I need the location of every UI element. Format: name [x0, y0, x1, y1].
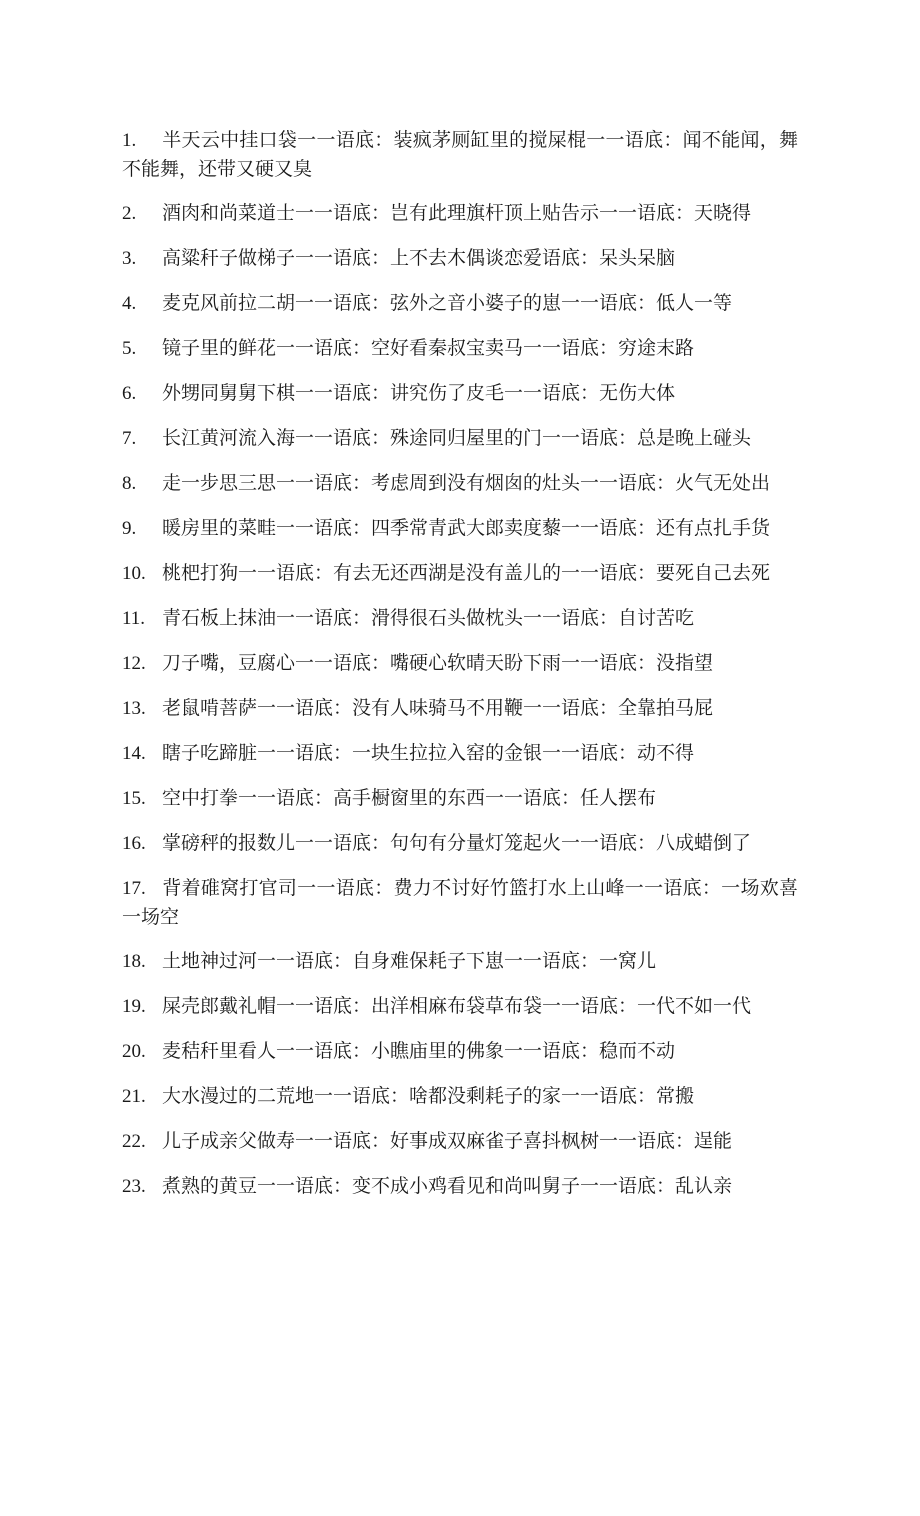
list-item-number: 11. — [122, 608, 146, 629]
list-item — [122, 559, 798, 588]
list-item-paragraph — [122, 199, 751, 228]
list-item-paragraph — [122, 1037, 675, 1066]
list-item — [122, 244, 798, 273]
list-item-text: 儿子成亲父做寿一一语底：好事成双麻雀子喜抖枫树一一语底：逞能 — [162, 1130, 733, 1152]
list-item-number: 4. — [122, 293, 137, 314]
list-item-paragraph — [122, 784, 656, 813]
list-item — [122, 199, 798, 228]
list-item-text: 煮熟的黄豆一一语底：变不成小鸡看见和尚叫舅子一一语底：乱认亲 — [162, 1175, 733, 1197]
list-item-number: 18. — [122, 951, 146, 972]
list-item-number: 12. — [122, 653, 146, 674]
list-item-text: 镜子里的鲜花一一语底：空好看秦叔宝卖马一一语底：穷途末路 — [162, 337, 695, 359]
list-item — [122, 604, 798, 633]
list-item-paragraph — [122, 694, 713, 723]
list-item-number: 17. — [122, 878, 146, 899]
list-item — [122, 289, 798, 318]
list-item — [122, 514, 798, 543]
list-item-number: 19. — [122, 996, 146, 1017]
list-item-paragraph — [122, 379, 675, 408]
list-item-text: 背着碓窝打官司一一语底：费力不讨好竹篮打水上山峰一一语底：一场欢喜一场空 — [122, 877, 798, 928]
list-item-text: 高粱秆子做梯子一一语底：上不去木偶谈恋爱语底：呆头呆脑 — [162, 247, 676, 269]
list-item-paragraph — [122, 739, 694, 768]
list-item-text: 麦克风前拉二胡一一语底：弦外之音小婆子的崽一一语底：低人一等 — [162, 292, 733, 314]
list-item-paragraph — [122, 947, 656, 976]
list-item-paragraph — [122, 289, 732, 318]
list-item — [122, 829, 798, 858]
list-item-number: 10. — [122, 563, 146, 584]
list-item — [122, 469, 798, 498]
list-item-text: 屎壳郎戴礼帽一一语底：出洋相麻布袋草布袋一一语底：一代不如一代 — [162, 995, 752, 1017]
list-item-number: 9. — [122, 518, 137, 539]
list-item-paragraph — [122, 424, 751, 453]
list-item-number: 2. — [122, 203, 137, 224]
list-item-number: 1. — [122, 130, 137, 151]
list-item — [122, 1127, 798, 1156]
list-item-number: 16. — [122, 833, 146, 854]
list-item-number: 15. — [122, 788, 146, 809]
list-item — [122, 1082, 798, 1111]
list-item — [122, 1172, 798, 1201]
list-item-number: 14. — [122, 743, 146, 764]
list-item-paragraph — [122, 559, 770, 588]
list-item-text: 瞎子吃蹄脏一一语底：一块生拉拉入窑的金银一一语底：动不得 — [162, 742, 695, 764]
list-item-paragraph — [122, 992, 751, 1021]
list-item-text: 青石板上抹油一一语底：滑得很石头做枕头一一语底：自讨苦吃 — [162, 607, 695, 629]
list-item-paragraph — [122, 874, 798, 931]
list-item-text: 掌磅秤的报数儿一一语底：句句有分量灯笼起火一一语底：八成蜡倒了 — [162, 832, 752, 854]
list-item-paragraph — [122, 604, 694, 633]
list-item — [122, 784, 798, 813]
list-item-number: 13. — [122, 698, 146, 719]
list-item-text: 半天云中挂口袋一一语底：装疯茅厕缸里的搅屎棍一一语底：闻不能闻，舞不能舞，还带又硬又臭 — [122, 129, 798, 180]
list-item-number: 5. — [122, 338, 137, 359]
list-item-text: 大水漫过的二荒地一一语底：啥都没剩耗子的家一一语底：常搬 — [162, 1085, 695, 1107]
list-item-paragraph — [122, 1082, 694, 1111]
list-item-text: 长江黄河流入海一一语底：殊途同归屋里的门一一语底：总是晚上碰头 — [162, 427, 752, 449]
list-item-text: 空中打拳一一语底：高手橱窗里的东西一一语底：任人摆布 — [162, 787, 657, 809]
list-item-text: 土地神过河一一语底：自身难保耗子下崽一一语底：一窝儿 — [162, 950, 657, 972]
list-item-paragraph — [122, 1172, 732, 1201]
list-item-paragraph — [122, 334, 694, 363]
list-item-paragraph — [122, 1127, 732, 1156]
list-item-text: 走一步思三思一一语底：考虑周到没有烟囱的灶头一一语底：火气无处出 — [162, 472, 771, 494]
list-item — [122, 126, 798, 183]
list-item-paragraph — [122, 829, 751, 858]
list-item-paragraph — [122, 469, 770, 498]
list-item-paragraph — [122, 244, 675, 273]
list-item-paragraph — [122, 514, 770, 543]
list-item — [122, 649, 798, 678]
list-item-number: 23. — [122, 1176, 146, 1197]
list-item — [122, 739, 798, 768]
list-item — [122, 334, 798, 363]
document-page — [122, 126, 798, 1217]
list-item-number: 21. — [122, 1086, 146, 1107]
list-item-number: 6. — [122, 383, 137, 404]
list-item — [122, 992, 798, 1021]
list-item — [122, 874, 798, 931]
list-item — [122, 947, 798, 976]
list-item-text: 老鼠啃菩萨一一语底：没有人味骑马不用鞭一一语底：全靠拍马屁 — [162, 697, 714, 719]
list-item-paragraph — [122, 126, 798, 183]
list-item-number: 7. — [122, 428, 137, 449]
list-item-number: 3. — [122, 248, 137, 269]
list-item-text: 酒肉和尚菜道士一一语底：岂有此理旗杆顶上贴告示一一语底：天晓得 — [162, 202, 752, 224]
list-item — [122, 379, 798, 408]
list-item-number: 22. — [122, 1131, 146, 1152]
list-item-number: 20. — [122, 1041, 146, 1062]
list-item-text: 暖房里的菜畦一一语底：四季常青武大郎卖度藜一一语底：还有点扎手货 — [162, 517, 771, 539]
list-item-text: 桃杷打狗一一语底：有去无还西湖是没有盖儿的一一语底：要死自己去死 — [162, 562, 771, 584]
list-item-text: 外甥同舅舅下棋一一语底：讲究伤了皮毛一一语底：无伤大体 — [162, 382, 676, 404]
list-item-text: 刀子嘴，豆腐心一一语底：嘴硬心软晴天盼下雨一一语底：没指望 — [162, 652, 714, 674]
list-item — [122, 424, 798, 453]
list-item-text: 麦秸秆里看人一一语底：小瞧庙里的佛象一一语底：稳而不动 — [162, 1040, 676, 1062]
list-item — [122, 694, 798, 723]
list-item-number: 8. — [122, 473, 137, 494]
list-item-paragraph — [122, 649, 713, 678]
list-item — [122, 1037, 798, 1066]
